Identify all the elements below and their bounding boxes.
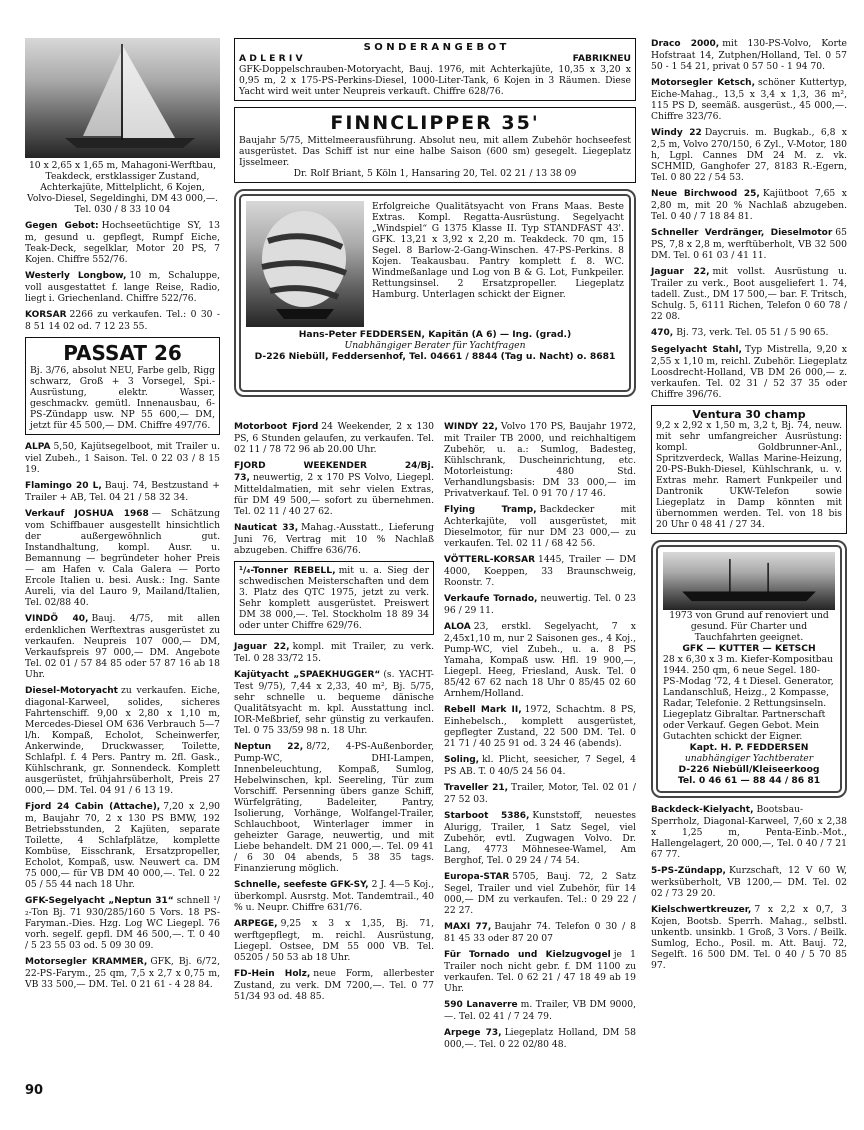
passat-ad — [25, 337, 220, 435]
kutter-c2: unabhängiger Yachtberater — [684, 753, 814, 764]
ad-text: Kunststoff, neuestes Alurigg, Trailer, 1 Satz Segel, viel Zubehör, evtl. Zugwagen Volvo. Dr. Lang, 4773 Möhnesee-Wamel, Am Berghof, Tel. 0 29 24 / 74 54. — [444, 810, 636, 866]
ad-keyword: Europa-STAR — [444, 872, 510, 882]
ad-text: je 1 Trailer noch nicht gebr. f. DM 1100 zu verkaufen. Tel. 0 62 21 / 47 18 49 ab 19 Uhr. — [444, 949, 637, 994]
ad-text: Bauj. 4/75, mit allen erdenklichen Werftextras ausgerüstet zu verkaufen. Neupreis 107 000,— DM, Verkaufspreis 97 000,— DM. Angebote Tel. 02 01 / 57 84 85 oder 57 87 16 ab 18 Uhr. — [25, 613, 221, 680]
ad-text: Bootsbau-Sperrholz, Diagonal-Karweel, 7,60 x 2,38 x 1,25 m, Penta-Einb.-Mot., Hallengelagert, 20 000,—, Tel. 0 40 / 7 21 67 77. — [651, 804, 847, 860]
sonder-title: S O N D E R A N G E B O T — [363, 42, 507, 53]
classified-ad — [651, 38, 847, 72]
ad-text: Bj. 73, verk. Tel. 05 51 / 5 90 65. — [676, 327, 829, 338]
classified-ad — [444, 782, 636, 805]
ad-text: 65 PS, 7,8 x 2,8 m, werftüberholt, VB 32 500 DM. Tel. 0 61 03 / 41 11. — [651, 227, 847, 261]
classified-ad — [25, 685, 220, 796]
ad-text: 5705, Bauj. 72, 2 Satz Segel, Trailer und viel Zubehör, für 14 000,— DM zu verkaufen. Tel.: 0 29 22 / 22 27. — [444, 871, 636, 916]
ad-keyword: GFK-Segelyacht „Neptun 31“ — [25, 896, 174, 906]
classified-ad — [651, 344, 847, 400]
classified-ad — [651, 904, 847, 971]
classified-ad — [444, 999, 636, 1022]
classified-ad — [234, 460, 434, 517]
ad-keyword: Gegen Gebot: — [25, 221, 99, 231]
classified-ad — [25, 480, 220, 503]
ad-text: Baujahr 74. Telefon 0 30 / 8 81 45 33 oder 87 20 07 — [444, 921, 636, 944]
ad-keyword: WINDY 22, — [444, 422, 498, 432]
ad-keyword: Nauticat 33, — [234, 523, 299, 533]
ship-icon — [663, 552, 835, 610]
classified-ad — [444, 921, 636, 944]
ad-text: Kajütboot 7,65 x 2,80 m, mit 20 % Nachlaß abzugeben. Tel. 0 40 / 7 18 84 81. — [651, 188, 847, 222]
kutter-ad — [651, 540, 847, 798]
classified-ad — [444, 621, 636, 699]
feddersen-line2: Unabhängiger Berater für Yachtfragen — [344, 340, 526, 351]
spinnaker-icon — [246, 201, 364, 327]
ventura-title: Ventura 30 champ — [692, 408, 806, 421]
photo-caption: 10 x 2,65 x 1,65 m, Mahagoni-Werftbau, Teakdeck, erstklassiger Zustand, Achterkajüte, Mittelplicht, 6 Kojen, Volvo-Diesel, Segeldinghi, DM 43 000,—. Tel. 030 / 8 33 10 04 — [27, 160, 218, 215]
classified-ad — [444, 949, 636, 994]
classified-ad — [651, 127, 847, 183]
ad-keyword: Motorboot Fjord — [234, 422, 319, 432]
ad-keyword: Rebell Mark II, — [444, 705, 522, 715]
ad-keyword: Starboot 5386, — [444, 811, 530, 821]
classified-ad — [25, 956, 220, 990]
feddersen-line3: D-226 Niebüll, Feddersenhof, Tel. 04661 / 8844 (Tag u. Nacht) o. 8681 — [254, 351, 616, 362]
ad-text: 8/72, 4-PS-Außenborder, Pump-WC, DHI-Lampen, Innenbeleuchtung, Kompaß, Sumlog, Hebelwinschen, kpl. Seereling, Tür zum Vorschiff. Persenning übers ganze Schiff, Würfelgräting, Badeleiter, Pantry, Isolierung, Vorhänge, Wolfangel-Trailer, Schlauchboot, Winterlager immer in geheizter Garage, neuwertig, und mit Liebe behandelt. DM 21 000,—. Tel. 09 41 / 6 30 04 abends, 5 38 35 tags. Finanzierung möglich. — [234, 741, 434, 874]
ad-keyword: ALPA — [25, 442, 51, 452]
feddersen-line1: Hans-Peter FEDDERSEN, Kapitän (A 6) — Ing. (grad.) — [298, 329, 572, 340]
ad-keyword: ARPEGE, — [234, 919, 278, 929]
ad-keyword: Verkauf JOSHUA 1968 — [25, 509, 149, 519]
classified-ad — [651, 865, 847, 899]
classified-ad — [25, 895, 220, 951]
classified-ad — [444, 504, 636, 549]
ad-text: mit 130-PS-Volvo, Korte Hofstraat 14, Zutphen/Holland, Tel. 0 57 50 - 1 54 21, privat 0 57 50 - 1 94 70. — [651, 38, 847, 72]
ad-keyword: Schneller Verdränger, Dieselmotor — [651, 228, 833, 238]
ad-keyword: Neue Birchwood 25, — [651, 189, 760, 199]
kutter-c3: D-226 Niebüll/Kleiseerkoog — [678, 764, 820, 775]
sonderangebot-ad — [234, 38, 636, 101]
ad-keyword: Für Tornado und Kielzugvogel — [444, 950, 611, 960]
classified-ad — [234, 968, 434, 1002]
kutter-title: GFK — KUTTER — KETSCH — [682, 643, 816, 654]
classified-ad — [651, 327, 847, 339]
ad-keyword: FD-Hein Holz, — [234, 969, 311, 979]
ad-keyword: 590 Lanaverre — [444, 1000, 518, 1010]
classified-ad — [444, 593, 636, 616]
ad-text: 23, erstkl. Segelyacht, 7 x 2,45x1,10 m, nur 2 Saisonen ges., 4 Koj., Pump-WC, viel Zubeh., u. a. 8 PS Yamaha, Kompaß usw. Hfl. 19 900,—, Liegepl. Heeg, Friesland, Ausk. Tel. 0 85/42 67 62 nach 18 Uhr 0 85/45 02 60 Arnhem/Holland. — [444, 621, 636, 699]
ad-keyword: Neptun 22, — [234, 742, 304, 752]
classified-ad — [444, 1027, 636, 1050]
ad-text: m. Trailer, VB DM 9000,—. Tel. 02 41 / 7 24 79. — [444, 999, 636, 1022]
column-3 — [651, 38, 847, 976]
feddersen-ad — [234, 189, 636, 397]
ad-keyword: FJORD WEEKENDER 24/Bj. 73, — [234, 461, 434, 483]
classified-ad — [444, 704, 636, 749]
passat-text: Bj. 3/76, absolut NEU, Farbe gelb, Rigg schwarz, Groß + 3 Vorsegel, Spi.-Ausrüstung, elektr. Wasser, geschmackv. gemütl. Innenausbau, 6-PS-Zündapp usw. NP 55 600,— DM, jetzt für 45 500,— DM. Chiffre 497/76. — [30, 365, 215, 431]
finnclipper-ad — [234, 107, 636, 183]
classified-ad — [651, 227, 847, 261]
classified-ad — [651, 804, 847, 860]
ad-text: Liegeplatz Holland, DM 58 000,—. Tel. 0 22 02/80 48. — [444, 1027, 636, 1050]
classified-ad — [25, 220, 220, 265]
sailboat-icon — [25, 38, 220, 158]
column-2-right — [444, 421, 636, 1055]
ad-keyword: Traveller 21, — [444, 783, 509, 793]
sonder-text: GFK-Doppelschrauben-Motoryacht, Bauj. 1976, mit Achterkajüte, 10,35 x 3,20 x 0,95 m, 2 x 175-PS-Perkins-Diesel, 1000-Liter-Tank, 6 Kojen in 3 Räumen. Diese Yacht wird weit unter Neupreis verkauft. Chiffre 628/76. — [239, 64, 631, 97]
ad-text: Hochseetüchtige SY, 13 m, gesund u. gepflegt, Rumpf Eiche, Teak-Deck, segelklar, Motor 20 PS, 7 Kojen. Chiffre 552/76. — [25, 220, 220, 265]
ad-text: kl. Plicht, seesicher, 7 Segel, 4 PS AB. T. 0 40/5 24 56 04. — [444, 754, 636, 777]
ad-keyword: VINDÖ 40, — [25, 614, 89, 624]
column-1 — [25, 38, 220, 995]
classified-ad — [25, 801, 220, 890]
ad-text: Typ Mistrella, 9,20 x 2,55 x 1,10 m, reichl. Zubehör. Liegeplatz Loosdrecht-Holland, VB DM 26 000,— z. verkaufen. Tel. 02 31 / 52 37 35 oder Chiffre 396/76. — [651, 344, 847, 400]
classified-ad — [25, 508, 220, 608]
ad-keyword: Kielschwertkreuzer, — [651, 905, 752, 915]
ad-keyword: Segelyacht Stahl, — [651, 345, 742, 355]
classified-ad — [234, 561, 434, 635]
classified-ad — [25, 441, 220, 475]
ad-keyword: Backdeck-Kielyacht, — [651, 805, 754, 815]
classified-ad — [234, 918, 434, 963]
ventura-ad — [651, 405, 847, 534]
kutter-c4: Tel. 0 46 61 — 88 44 / 86 81 — [677, 775, 821, 786]
spinnaker-photo — [246, 201, 364, 327]
ad-text: 5,50, Kajütsegelboot, mit Trailer u. viel Zubeh., 1 Saison. Tel. 0 22 03 / 8 15 19. — [25, 441, 220, 475]
ad-text: Bauj. 74, Bestzustand + Trailer + AB, Tel. 04 21 / 58 32 34. — [25, 480, 220, 503]
kutter-c1: Kapt. H. P. FEDDERSEN — [689, 742, 809, 753]
classified-ad — [25, 270, 220, 304]
ad-text: 7 x 2,2 x 0,7, 3 Kojen, Bootsb. Sperrh. Mahag., selbstl. unkentb. unsinkb. 1 Groß, 3 Vors. / Beilk. Sumlog, Echo., Posil. m. Att. Bauj. 72, Segelft. 16 500 DM. Tel. 0 40 / 5 70 85 97. — [651, 904, 847, 971]
classified-ad — [444, 554, 636, 588]
classified-ad — [444, 754, 636, 777]
classified-ad — [651, 77, 847, 122]
finn-contact: Dr. Rolf Briant, 5 Köln 1, Hansaring 20, Tel. 02 21 / 13 38 09 — [293, 168, 577, 179]
ad-text: mit vollst. Ausrüstung u. Trailer zu verk., Boot ausgeliefert 1. 74, tadell. Zust., DM 17 500,— bar. F. Tritsch, Schulg. 5, 6111 Richen, Telefon 0 60 78 / 22 08. — [651, 266, 847, 322]
ad-text: 24 Weekender, 2 x 130 PS, 6 Stunden gelaufen, zu verkaufen. Tel. 02 11 / 78 72 96 ab 20.00 Uhr. — [234, 421, 435, 455]
ad-keyword: 470, — [651, 328, 674, 338]
ad-keyword: Flying Tramp, — [444, 505, 537, 515]
kutter-text1: 1973 von Grund auf renoviert und gesund. Für Charter und Tauchfahrten geeignet. — [669, 610, 829, 643]
finn-text: Baujahr 5/75, Mittelmeerausführung. Absolut neu, mit allem Zubehör hochseefest ausgerüstet. Das Schiff ist nur eine halbe Saison (600 sm) gesegelt. Liegeplatz Ijsselmeer. — [239, 135, 631, 168]
classified-ad — [234, 669, 434, 736]
ad-text: Trailer, Motor, Tel. 02 01 / 27 52 03. — [444, 782, 636, 805]
ad-text: neuwertig, 2 x 170 PS Volvo, Liegepl. Mitteldalmatien, mit sehr vielen Extras, für DM 49 500,— sofort zu übernehmen. Tel. 02 11 / 40 27 62. — [234, 472, 434, 517]
classified-ad — [444, 421, 636, 499]
ad-text: Daycruis. m. Bugkab., 6,8 x 2,5 m, Volvo 270/150, 6 Zyl., V-Motor, 180 h, Lgpl. Cannes DM 24 M. z. vk. SCHMID, Ganghofer 27, 8183 R.-Egern, Tel. 0 80 22 / 54 53. — [651, 127, 847, 183]
finn-title: FINNCLIPPER 35' — [330, 112, 540, 134]
ad-keyword: Jaguar 22, — [234, 642, 290, 652]
classified-ad — [234, 879, 434, 913]
column-2 — [234, 38, 636, 403]
classified-ad — [234, 522, 434, 556]
feddersen-text: Erfolgreiche Qualitätsyacht von Frans Maas. Beste Extras. Kompl. Regatta-Ausrüstung. Segelyacht „Windspiel“ G 1375 Klasse II. Typ STANDFAST 43'. GFK. 13,21 x 3,92 x 2,20 m. Teakdeck. 70 qm, 15 Segel. 8 Barlow-2-Gang-Winschen. 47-PS-Perkins. 8 Kojen. Teakausbau. Pantry komplett f. 8. WC. Windmeßanlage und Log von B & G. Lot, Funkpeiler. Rettungsinsel. 2 Ersatzpropeller. Liegeplatz Hamburg. Unterlagen schickt der Eigner. — [372, 201, 624, 300]
ad-text: 9,25 x 3 x 1,35, Bj. 71, werftgepflegt, m. reichl. Ausrüstung, Liegepl. Ostsee, DM 55 000 VB. Tel. 05205 / 50 53 ab 18 Uhr. — [234, 918, 434, 963]
ad-text: 2 J. 4—5 Koj., überkompl. Ausrstg. Mot. Tandemtrail., 40 % u. Neupr. Chiffre 631/76. — [234, 879, 434, 913]
ad-keyword: KORSAR — [25, 310, 67, 320]
ad-keyword: Schnelle, seefeste GFK-SY, — [234, 880, 369, 890]
ad-text: 2266 zu verkaufen. Tel.: 0 30 - 8 51 14 02 od. 7 12 23 55. — [25, 309, 220, 332]
classified-ad — [25, 613, 220, 680]
classified-ad — [234, 741, 434, 874]
ad-text: schnell ¹/₂-Ton Bj. 71 930/285/160 5 Vors. 18 PS-Faryman.-Dies. Hzg. Log WC Liegepl. 76 vorh. segelf. gepfl. DM 46 500,—. T. 0 40 / 5 23 55 03 od. 5 09 30 09. — [25, 895, 220, 951]
ad-keyword: Arpege 73, — [444, 1028, 502, 1038]
ad-text: mit u. a. Sieg der schwedischen Meisterschaften und dem 3. Platz des QTC 1975, jetzt zu verk. Sehr komplett ausgerüstet. Preiswert DM 38 000,—. Tel. Stockholm 18 89 34 oder unter Chiffre 629/76. — [239, 565, 429, 631]
ad-keyword: Diesel-Motoryacht — [25, 686, 118, 696]
classified-ad — [234, 421, 434, 455]
ad-keyword: Motorsegler Ketsch, — [651, 78, 756, 88]
ad-text: 1972, Schachtm. 8 PS, Einhebelsch., komplett ausgerüstet, gepflegter Zustand, 22 500 DM. Tel. 0 21 71 / 40 25 91 od. 3 24 46 (abends). — [444, 704, 636, 749]
ad-text: 7,20 x 2,90 m, Baujahr 70, 2 x 130 PS BMW, 192 Betriebsstunden, 2 Kajüten, separate Toilette, 4 Schlafplätze, komplette Kombüse, Eisschrank, Ersatzpropeller, Echolot, Kompaß, usw. Neuwert ca. DM 75 000,— für VB DM 40 000,—. Tel. 0 22 05 / 55 44 nach 18 Uhr. — [25, 801, 221, 890]
ad-text: 10 m, Schaluppe, voll ausgestattet f. lange Reise, Radio, liegt i. Griechenland. Chiffre 522/76. — [25, 270, 220, 304]
ad-text: Kurzschaft, 12 V 60 W, werksüberholt, VB 1200,— DM. Tel. 02 02 / 73 29 20. — [651, 865, 847, 899]
ad-text: neue Form, allerbester Zustand, zu verk. DM 7200,—. Tel. 0 77 51/34 93 od. 48 85. — [234, 968, 435, 1002]
classified-ad — [444, 810, 636, 866]
sonder-left: A D L E R I V — [239, 53, 303, 64]
ad-keyword: ¹/₄-Tonner REBELL, — [239, 565, 336, 576]
classified-ad — [25, 309, 220, 332]
classified-ad — [651, 266, 847, 322]
ad-keyword: Flamingo 20 L, — [25, 481, 102, 491]
ad-text: neuwertig. Tel. 0 23 96 / 29 11. — [444, 593, 637, 616]
sonder-right: FABRIKNEU — [572, 53, 631, 64]
ad-keyword: Draco 2000, — [651, 39, 720, 49]
ad-text: Mahag.-Ausstatt., Lieferung Juni 76, Vertrag mit 10 % Nachlaß abzugeben. Chiffre 636/76. — [234, 522, 434, 556]
ad-text: — Schätzung vom Schiffbauer ausgestellt hinsichtlich der außergewöhnlich gut. Instandhaltung, kompl. Ausr. u. Bemannung — begründeter hoher Preis — am Hafen v. Cala Galera — Porto Ercole Italien u. besi. Ausk.: Ing. Sante Aureli, via del Lauro 9, Mailand/Italien, Tel. 02/88 40. — [25, 508, 220, 608]
ad-keyword: Verkaufe Tornado, — [444, 594, 538, 604]
ad-text: Volvo 170 PS, Baujahr 1972, mit Trailer TB 2000, und reichhaltigem Zubehör, u. a.: Sumlog, Badesteg, Kühlschrank, Duscheinrichtung, etc. Motorleistung: 480 Std. Verhandlungsbasis: DM 33 000,— im Privatverkauf. Tel. 0 91 70 / 17 46. — [444, 421, 636, 499]
classified-ad — [444, 871, 636, 916]
ad-text: 1445, Trailer — DM 4000, Koeppen, 33 Braunschweig, Roonstr. 7. — [444, 554, 636, 588]
ad-keyword: VÖTTERL-KORSAR — [444, 555, 536, 565]
ad-text: Backdecker mit Achterkajüte, voll ausgerüstet, mit Dieselmotor, für nur DM 23 000,— zu verkaufen. Tel. 02 11 / 68 42 56. — [444, 504, 636, 549]
ad-text: GFK, Bj. 6/72, 22-PS-Farym., 25 qm, 7,5 x 2,7 x 0,75 m, VB 33 500,— DM. Tel. 0 21 61 - 4 28 84. — [25, 956, 220, 990]
sailboat-photo — [25, 38, 220, 158]
ad-keyword: Kajütyacht „SPAEKHUGGER“ — [234, 670, 381, 680]
classified-ad — [234, 641, 434, 664]
ad-text: kompl. mit Trailer, zu verk. Tel. 0 28 33/72 15. — [234, 641, 434, 664]
ad-text: zu verkaufen. Eiche, diagonal-Karweel, solides, sicheres Fahrtenschiff. 9,00 x 2,80 x 1,10 m, Mercedes-Diesel OM 636 Verbrauch 5—7 l/h. Kompaß, Echolot, Scheinwerfer, Ankerwinde, Druckwasser, Toilette, Schlafpl. f. 4 Pers. Pantry m. 2fl. Gask., Kühlschrank, gr. Sonnendeck. Komplett ausgerüstet, frühjahrsüberholt, Preis 27 000,— DM. Tel. 04 91 / 6 13 19. — [25, 685, 220, 796]
ad-keyword: Windy 22 — [651, 128, 702, 138]
ad-keyword: MAXI 77, — [444, 922, 492, 932]
page-number: 90 — [25, 1083, 44, 1098]
ad-keyword: Westerly Longbow, — [25, 271, 127, 281]
ad-text: schöner Kuttertyp, Eiche-Mahag., 13,5 x 3,4 x 1,3, 36 m², 115 PS D, seemäß. ausgerüst., 45 000,—. Chiffre 323/76. — [651, 77, 848, 122]
ad-keyword: ALOA — [444, 622, 471, 632]
classified-ad — [651, 188, 847, 222]
ad-text: (s. YACHT-Test 9/75), 7,44 x 2,33, 40 m², Bj. 5/75, sehr schnelle u. bequeme dänische Qualitätsyacht m. kpl. Ausstattung incl. IOR-Meßbrief, sehr günstig zu verkaufen. Tel. 0 75 33/59 98 n. 18 Uhr. — [234, 669, 435, 736]
passat-title: PASSAT 26 — [63, 341, 182, 365]
ad-keyword: Soling, — [444, 755, 480, 765]
ad-keyword: Motorsegler KRAMMER, — [25, 957, 148, 967]
column-2-left — [234, 421, 434, 1007]
ad-keyword: Jaguar 22, — [651, 267, 710, 277]
kutter-photo — [663, 552, 835, 610]
ad-keyword: Fjord 24 Cabin (Attache), — [25, 802, 161, 812]
ad-keyword: 5-PS-Zündapp, — [651, 866, 726, 876]
ventura-text: 9,2 x 2,92 x 1,50 m, 3,2 t, Bj. 74, neuw. mit sehr umfangreicher Ausrüstung: kompl. Goldbrunner-Anl., Spritzverdeck, Wallas Marine-Heizung, 20-PS-Bukh-Diesel, Kühlschrank, u. v. Extras mehr. Ramert Funkpeiler und Dantronik UKW-Telefon sowie Liegeplatz in Damp könnten mit übernommen werden. Tel. von 18 bis 20 Uhr 0 48 41 / 27 34. — [656, 420, 842, 530]
kutter-text2: 28 x 6,30 x 3 m. Kiefer-Kompositbau 1944. 250 qm, 6 neue Segel. 180-PS-Modag '72, 4 t Diesel. Generator, Landanschluß, Heizg., 2 Kompasse, Radar, Telefonie. 2 Rettungsinseln. Liegeplatz Gibraltar. Partnerschaft oder Verkauf. Gegen Gebot. Mein Gutachten schickt der Eigner. — [663, 654, 834, 742]
